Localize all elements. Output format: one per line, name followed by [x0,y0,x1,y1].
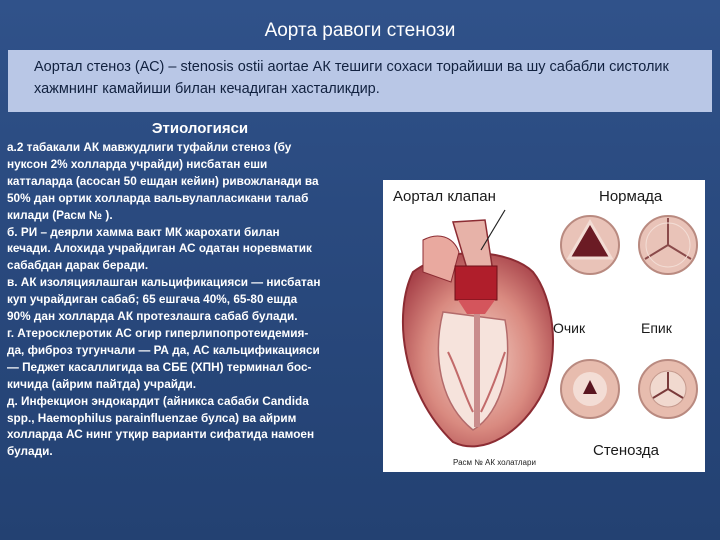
label-closed: Епик [641,320,672,336]
etiology-line: нуксон 2% холларда учрайди) нисбатан еши [7,156,268,171]
etiology-line: да, фиброз тугунчали — РА да, АС кальцификацияси [7,342,320,357]
definition-box [8,50,712,112]
figure-caption: Расм № АК холатлари [453,458,536,467]
etiology-text [7,139,387,460]
etiology-line: г. Атеросклеротик АС огир гиперлипопротеидемия- [7,325,309,340]
slide-title: Аорта равоги стенози [264,20,456,41]
definition-text: Аортал стеноз (АС) – stenosis ostii aortae АК тешиги сохаси торайиши ва шу сабабли систолик хажмнинг камайиши билан кечадиган хасталикдир. [34,59,669,97]
valve-figure [383,180,705,472]
label-open: Очик [553,320,586,336]
etiology-line: — Педжет касаллигида ва СБЕ (ХПН) терминал бос- [7,359,312,374]
etiology-line: б. РИ – деярли хамма вакт МК жарохати билан [7,224,280,239]
valve-normal-open [559,214,621,276]
etiology-line: катталарда (асосан 50 ешдан кейин) ривожланади ва [7,173,319,188]
heart-illustration [393,202,563,454]
valve-stenosis-closed [637,358,699,420]
etiology-line: spp., Haemophilus parainfluenzae булса) ва айрим [7,410,297,425]
etiology-heading: Этиологияси [151,120,249,137]
etiology-line: куп учрайдиган сабаб; 65 ешгача 40%, 65-80 ешда [7,292,298,307]
label-stenosis: Стенозда [593,442,659,459]
etiology-line: 50% дан ортик холларда вальвулапласикани талаб [7,190,309,205]
etiology-line: а.2 табакали АК мавжудлиги туфайли стеноз (бу [7,140,292,154]
etiology-line: 90% дан холларда АК протезлашга сабаб булади. [7,309,298,324]
valve-normal-closed [637,214,699,276]
etiology-line: д. Инфекцион эндокардит (айникса сабаби Candida [7,393,309,408]
etiology-line: булади. [7,444,53,459]
etiology-line: холларда АС нинг утқир варианти сифатида намоен [7,427,315,442]
etiology-line: сабабдан дарак беради. [7,258,149,273]
etiology-line: кичида (айрим пайтда) учрайди. [7,376,197,391]
etiology-line: кечади. Алохида учрайдиган АС одатан норевматик [7,241,312,256]
label-normal: Нормада [599,188,663,205]
etiology-line: в. АК изоляциялашган кальцификацияси — нисбатан [7,275,321,290]
valve-stenosis-open [559,358,621,420]
etiology-line: килади (Расм № ). [7,207,113,222]
label-aortic-valve: Аортал клапан [393,188,496,205]
